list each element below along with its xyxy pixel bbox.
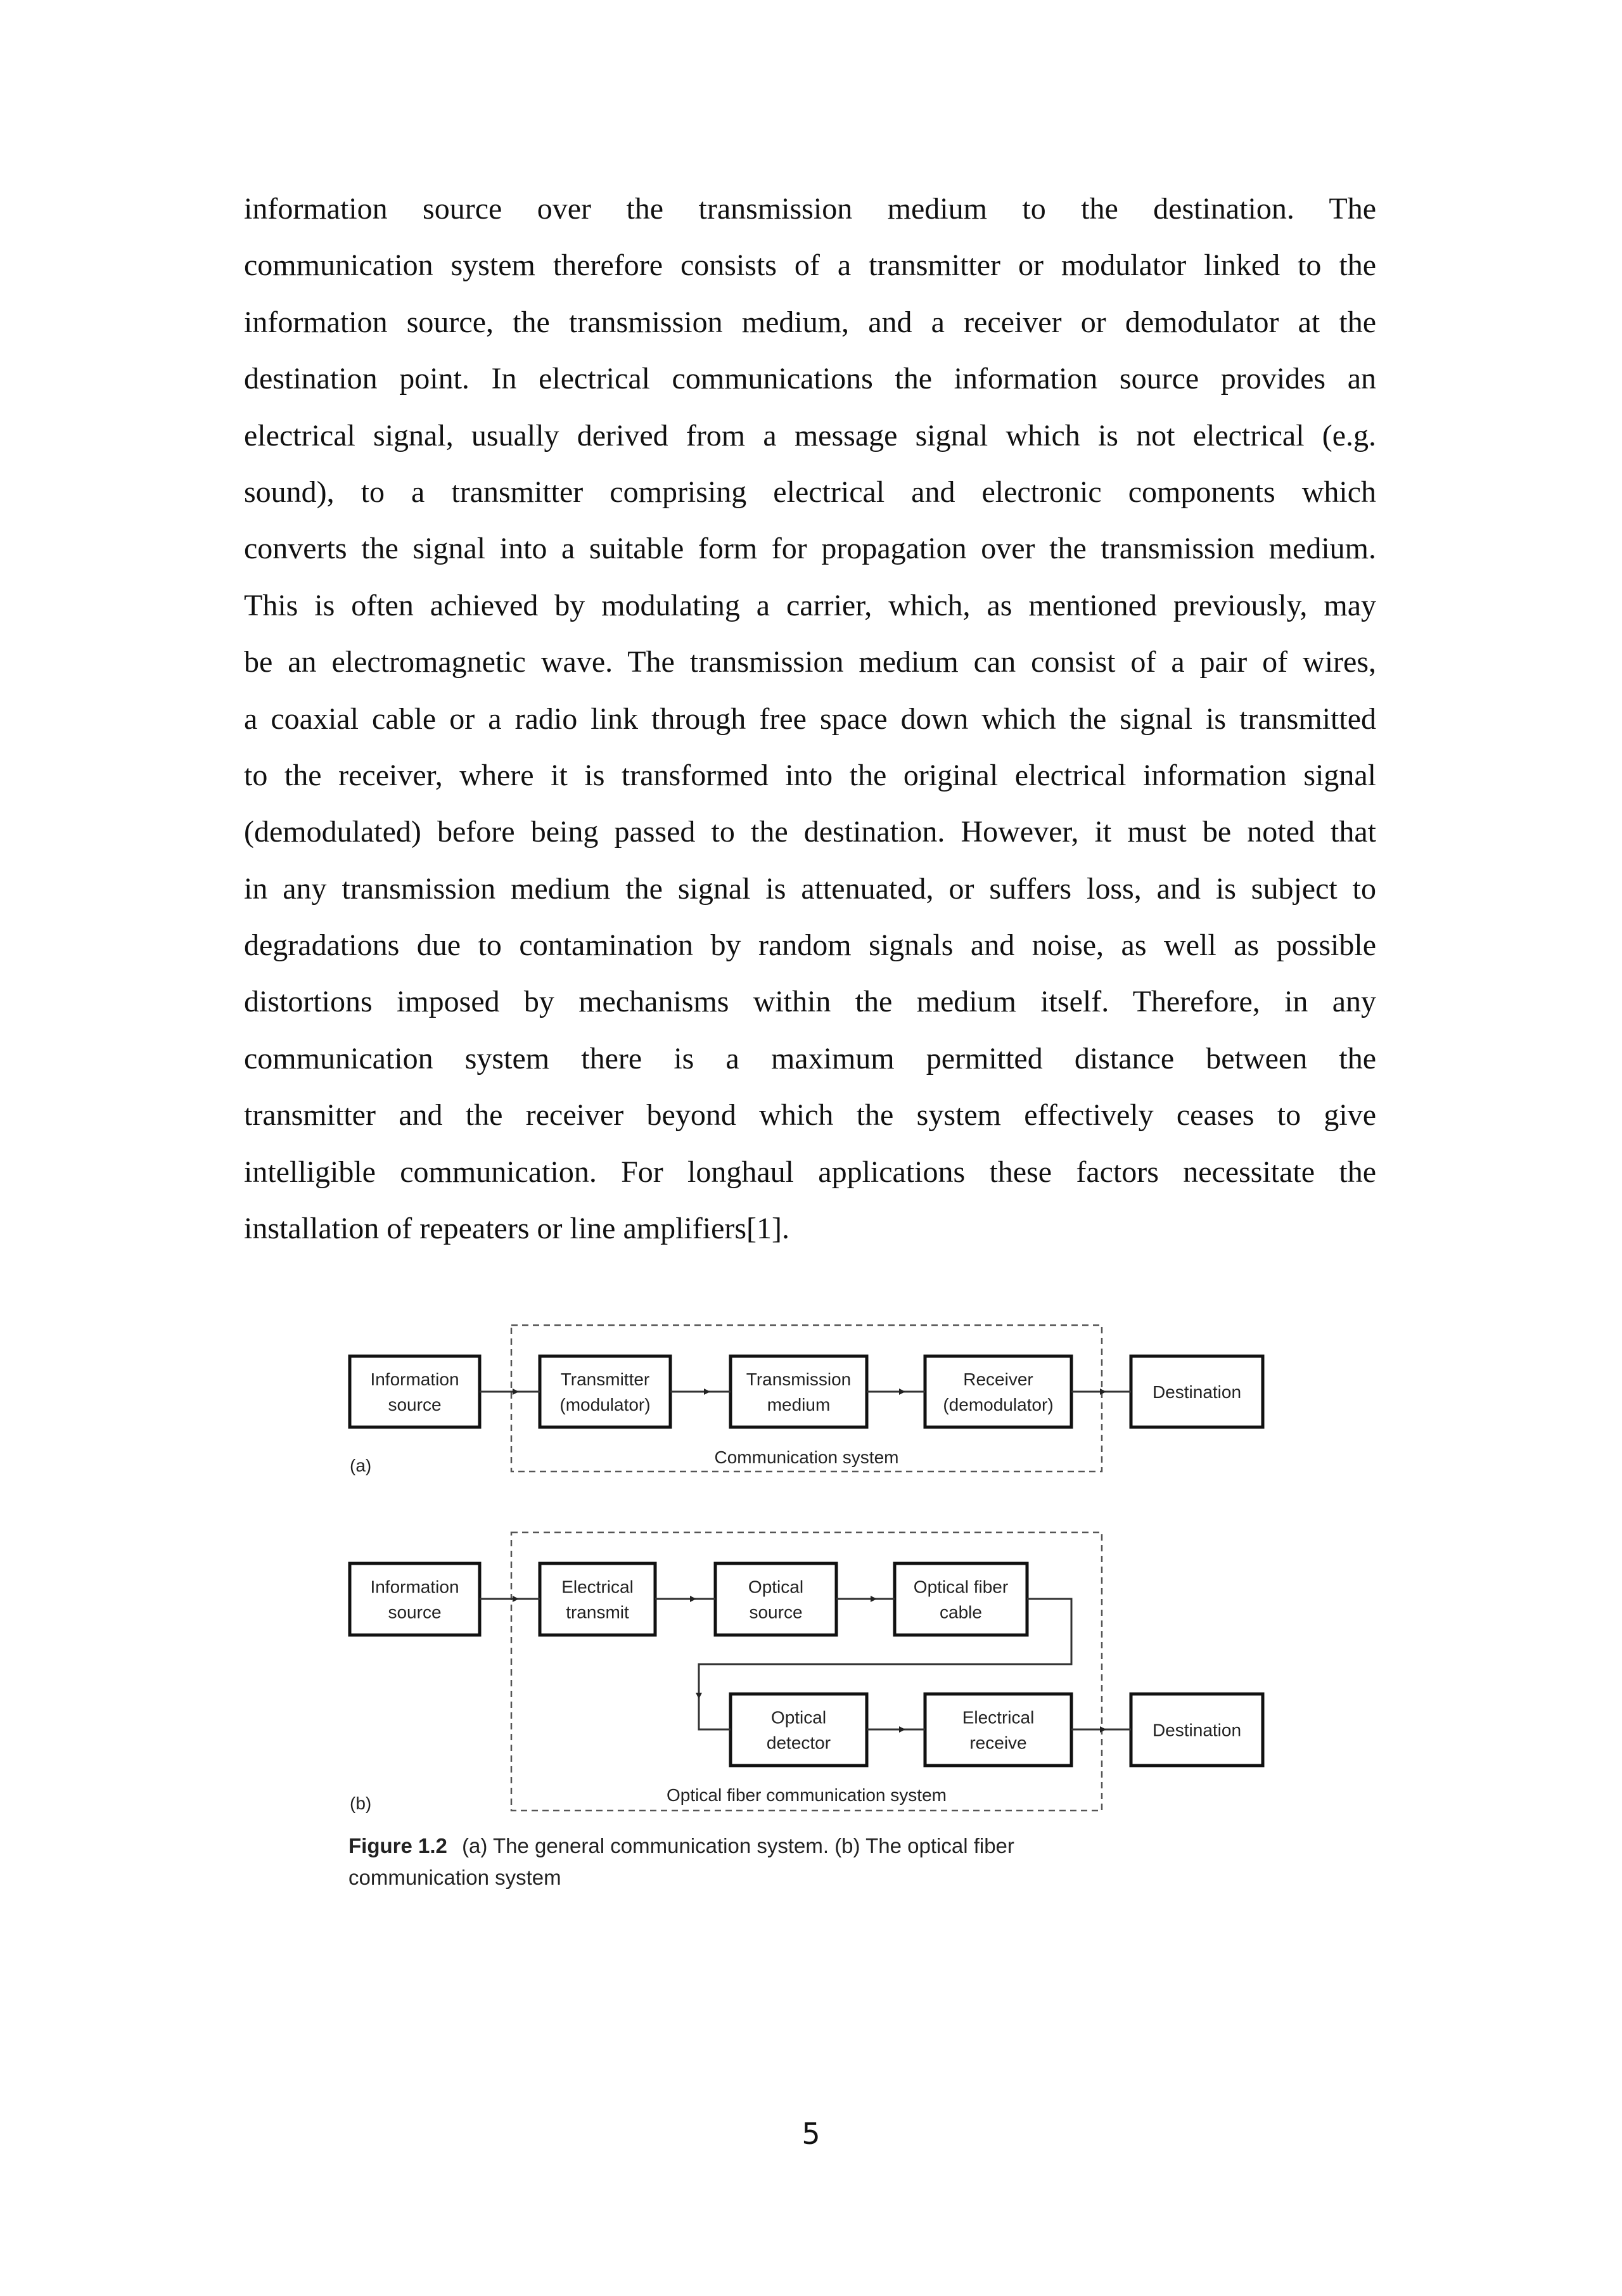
paragraph-line: transmitter and the receiver beyond which the system effectively ceases to give xyxy=(244,1098,1376,1132)
optical-fiber-system-label: Optical fiber communication system xyxy=(667,1785,947,1805)
block-label: cable xyxy=(940,1602,982,1622)
block-label: Information xyxy=(370,1577,459,1597)
paragraph-line: electrical signal, usually derived from a message signal which is not electrical (e.g. xyxy=(244,418,1376,452)
block-frame xyxy=(731,1356,867,1427)
block-label: medium xyxy=(767,1395,831,1414)
figure-caption-label: Figure 1.2 xyxy=(348,1834,447,1857)
paragraph-line: (demodulated) before being passed to the destination. However, it must be noted that xyxy=(244,815,1376,849)
block-frame xyxy=(350,1356,480,1427)
block-destination xyxy=(1131,1356,1263,1427)
block-label: source xyxy=(388,1395,442,1414)
block-destination xyxy=(1131,1694,1263,1766)
block-frame xyxy=(715,1563,836,1635)
block-label: Optical fiber xyxy=(913,1577,1009,1597)
block-transmission-medium xyxy=(731,1356,867,1427)
subfigure-b-tag: (b) xyxy=(350,1793,372,1813)
paragraph-line: destination point. In electrical communications the information source provides an xyxy=(244,362,1376,396)
block-label: receive xyxy=(969,1733,1027,1753)
block-label: detector xyxy=(766,1733,831,1753)
block-optical-detector xyxy=(731,1694,867,1766)
block-optical-fiber-cable xyxy=(895,1563,1027,1635)
figure-caption xyxy=(348,1834,1014,1857)
figure-caption-line2: communication system xyxy=(348,1866,561,1889)
figure-caption-line1: (a) The general communication system. (b) The optical fiber xyxy=(462,1834,1014,1857)
block-label: (demodulator) xyxy=(943,1395,1054,1414)
paragraph-line: This is often achieved by modulating a carrier, which, as mentioned previously, may xyxy=(244,588,1376,622)
subfigure-a-tag: (a) xyxy=(350,1456,372,1475)
paragraph-line: converts the signal into a suitable form for propagation over the transmission medium. xyxy=(244,532,1376,566)
block-frame xyxy=(895,1563,1027,1635)
paragraph-line: a coaxial cable or a radio link through free space down which the signal is transmitted xyxy=(244,702,1376,736)
block-label: Information xyxy=(370,1369,459,1389)
block-label: Optical xyxy=(748,1577,804,1597)
paragraph-line: information source over the transmission medium to the destination. The xyxy=(244,192,1376,226)
paragraph-line: to the receiver, where it is transformed into the original electrical information signal xyxy=(244,758,1376,792)
block-label: source xyxy=(388,1602,442,1622)
paragraph-line: communication system there is a maximum permitted distance between the xyxy=(244,1041,1376,1075)
block-label: (modulator) xyxy=(559,1395,651,1414)
block-frame xyxy=(925,1694,1071,1766)
block-label: source xyxy=(749,1602,803,1622)
block-frame xyxy=(350,1563,480,1635)
communication-system-label: Communication system xyxy=(714,1447,899,1467)
paragraph-line: degradations due to contamination by random signals and noise, as well as possible xyxy=(244,928,1376,963)
block-label: transmit xyxy=(566,1602,629,1622)
paragraph-line: communication system therefore consists of a transmitter or modulator linked to the xyxy=(244,248,1376,283)
paragraph-line: in any transmission medium the signal is attenuated, or suffers loss, and is subject to xyxy=(244,871,1376,906)
paragraph-line: distortions imposed by mechanisms within the medium itself. Therefore, in any xyxy=(244,985,1376,1019)
block-frame xyxy=(540,1563,655,1635)
block-label: Receiver xyxy=(963,1369,1033,1389)
block-frame xyxy=(925,1356,1071,1427)
block-electrical-transmit xyxy=(540,1563,655,1635)
block-optical-source xyxy=(715,1563,836,1635)
block-label: Destination xyxy=(1152,1720,1242,1740)
block-electrical-receive xyxy=(925,1694,1071,1766)
paragraph-line: information source, the transmission medium, and a receiver or demodulator at the xyxy=(244,305,1376,339)
block-label: Optical xyxy=(770,1707,827,1728)
block-transmitter-modulator xyxy=(540,1356,670,1427)
block-information-source xyxy=(350,1563,480,1635)
page-number: 5 xyxy=(801,2117,821,2151)
block-frame xyxy=(731,1694,867,1766)
block-frame xyxy=(540,1356,670,1427)
block-label: Electrical xyxy=(561,1577,634,1597)
block-label: Transmission xyxy=(746,1369,852,1389)
paragraph-line: intelligible communication. For longhaul applications these factors necessitate the xyxy=(244,1155,1376,1189)
block-information-source xyxy=(350,1356,480,1427)
paragraph-line: sound), to a transmitter comprising electrical and electronic components which xyxy=(244,475,1376,509)
block-label: Electrical xyxy=(962,1707,1035,1728)
block-receiver-demodulator xyxy=(925,1356,1071,1427)
paragraph-line: be an electromagnetic wave. The transmission medium can consist of a pair of wires, xyxy=(244,645,1376,679)
block-label: Transmitter xyxy=(560,1369,650,1389)
paragraph-line: installation of repeaters or line amplifiers[1]. xyxy=(244,1212,790,1246)
block-label: Destination xyxy=(1152,1382,1242,1402)
